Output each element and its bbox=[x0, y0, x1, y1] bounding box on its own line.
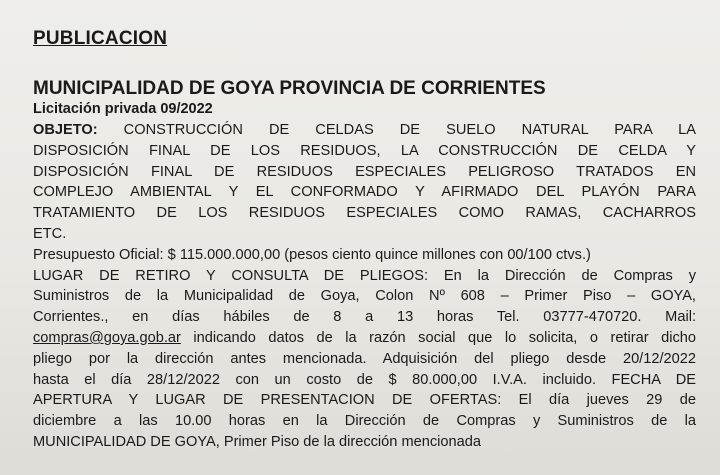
objeto-line bbox=[33, 120, 696, 141]
retiro-line: Corrientes., en días hábiles de 8 a 13 horas Tel. 03777-470720. Mail: bbox=[33, 309, 696, 326]
municipality-header: MUNICIPALIDAD DE GOYA PROVINCIA DE CORRIENTES bbox=[33, 78, 546, 99]
objeto-line: COMPLEJO AMBIENTAL Y EL CONFORMADO Y AFIRMADO DEL PLAYÓN PARA bbox=[33, 184, 696, 201]
closing-line: pliego por la dirección antes mencionada. Adquisición del pliego desde 20/12/2022 bbox=[33, 350, 696, 367]
objeto-line: DISPOSICIÓN FINAL DE RESIDUOS ESPECIALES PELIGROSO TRATADOS EN bbox=[33, 163, 696, 180]
closing-line: MUNICIPALIDAD DE GOYA, Primer Piso de la dirección mencionada bbox=[33, 433, 481, 450]
email-line bbox=[33, 328, 696, 349]
objeto-text: CONSTRUCCIÓN DE CELDAS DE SUELO NATURAL PARA LA bbox=[97, 122, 696, 138]
tender-number: Licitación privada 09/2022 bbox=[33, 101, 213, 117]
email-link[interactable]: compras@goya.gob.ar bbox=[33, 329, 181, 346]
closing-line: APERTURA Y LUGAR DE PRESENTACION DE OFERTAS: El día jueves 29 de bbox=[33, 392, 696, 409]
closing-line: hasta el día 28/12/2022 con un costo de $ 80.000,00 I.V.A. incluido. FECHA DE bbox=[33, 371, 696, 388]
objeto-line: TRATAMIENTO DE LOS RESIDUOS ESPECIALES COMO RAMAS, CACHARROS bbox=[33, 205, 696, 222]
publication-title: PUBLICACION bbox=[33, 28, 168, 49]
objeto-label: OBJETO: bbox=[33, 122, 98, 138]
email-line-rest: indicando datos de la razón social que lo solicita, o retirar dicho bbox=[180, 329, 696, 346]
retiro-line: LUGAR DE RETIRO Y CONSULTA DE PLIEGOS: En la Dirección de Compras y bbox=[33, 267, 696, 284]
retiro-line: Suministros de la Municipalidad de Goya, Colon Nº 608 – Primer Piso – GOYA, bbox=[33, 288, 696, 305]
publication-body bbox=[33, 120, 696, 453]
objeto-line: DISPOSICIÓN FINAL DE LOS RESIDUOS, LA CONSTRUCCIÓN DE CELDA Y bbox=[33, 142, 696, 159]
objeto-line: ETC. bbox=[33, 225, 67, 242]
presupuesto-line: Presupuesto Oficial: $ 115.000.000,00 (pesos ciento quince millones con 00/100 ctvs.) bbox=[33, 246, 591, 263]
closing-line: diciembre a las 10.00 horas en la Dirección de Compras y Suministros de la bbox=[33, 413, 696, 430]
